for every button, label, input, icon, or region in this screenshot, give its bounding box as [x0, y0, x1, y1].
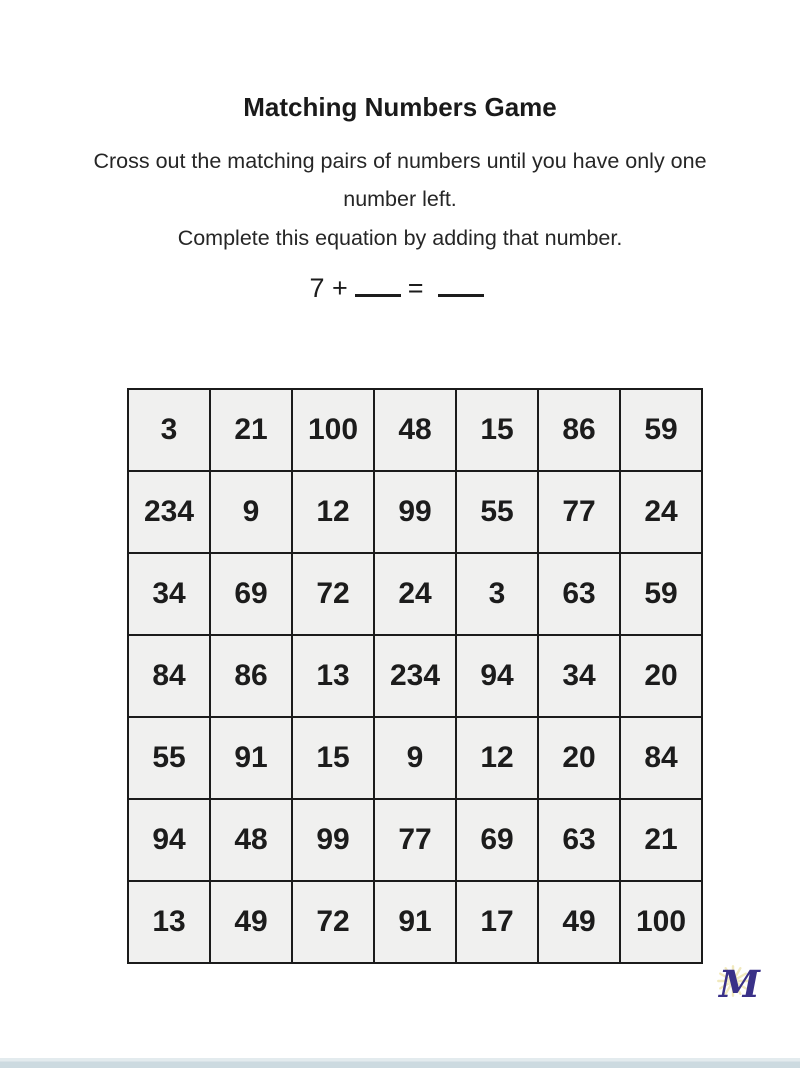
grid-cell[interactable]: 15: [456, 389, 538, 471]
grid-cell[interactable]: 21: [210, 389, 292, 471]
grid-cell[interactable]: 55: [456, 471, 538, 553]
grid-cell[interactable]: 63: [538, 799, 620, 881]
grid-cell[interactable]: 20: [538, 717, 620, 799]
page-title: Matching Numbers Game: [243, 92, 557, 122]
grid-cell[interactable]: 3: [128, 389, 210, 471]
grid-cell[interactable]: 17: [456, 881, 538, 963]
grid-cell[interactable]: 69: [210, 553, 292, 635]
grid-cell[interactable]: 63: [538, 553, 620, 635]
grid-cell[interactable]: 3: [456, 553, 538, 635]
grid-row: [128, 717, 702, 799]
grid-cell[interactable]: 12: [456, 717, 538, 799]
grid-cell[interactable]: 77: [374, 799, 456, 881]
equation-equals-sign: =: [407, 273, 424, 303]
grid-cell[interactable]: 48: [374, 389, 456, 471]
grid-cell[interactable]: 91: [210, 717, 292, 799]
grid-cell[interactable]: 234: [374, 635, 456, 717]
grid-row: [128, 635, 702, 717]
instruction-primary: Cross out the matching pairs of numbers until you have only one number left.: [93, 149, 707, 211]
logo-m-letter: M: [719, 962, 760, 1006]
grid-cell[interactable]: 94: [456, 635, 538, 717]
grid-cell[interactable]: 100: [292, 389, 374, 471]
equation-blank-sum[interactable]: [438, 270, 484, 297]
grid-cell[interactable]: 24: [374, 553, 456, 635]
grid-cell[interactable]: 59: [620, 389, 702, 471]
grid-cell[interactable]: 99: [374, 471, 456, 553]
grid-cell[interactable]: 20: [620, 635, 702, 717]
grid-row: [128, 799, 702, 881]
grid-cell[interactable]: 234: [128, 471, 210, 553]
numbers-grid: [127, 388, 703, 964]
grid-cell[interactable]: 13: [128, 881, 210, 963]
grid-cell[interactable]: 86: [210, 635, 292, 717]
grid-cell[interactable]: 91: [374, 881, 456, 963]
logo: [710, 962, 764, 1016]
equation-lhs: 7 +: [309, 273, 348, 303]
grid-row: [128, 553, 702, 635]
grid-cell[interactable]: 12: [292, 471, 374, 553]
grid-cell[interactable]: 84: [620, 717, 702, 799]
grid-row: [128, 881, 702, 963]
grid-cell[interactable]: 13: [292, 635, 374, 717]
grid-cell[interactable]: 34: [128, 553, 210, 635]
grid-cell[interactable]: 55: [128, 717, 210, 799]
grid-cell[interactable]: 49: [538, 881, 620, 963]
grid-cell[interactable]: 72: [292, 881, 374, 963]
grid-cell[interactable]: 77: [538, 471, 620, 553]
grid-row: [128, 471, 702, 553]
grid-cell[interactable]: 86: [538, 389, 620, 471]
grid-cell[interactable]: 100: [620, 881, 702, 963]
footer-accent-bar: [0, 1058, 800, 1068]
grid-cell[interactable]: 15: [292, 717, 374, 799]
grid-cell[interactable]: 9: [374, 717, 456, 799]
grid-cell[interactable]: 9: [210, 471, 292, 553]
instruction-secondary: Complete this equation by adding that number.: [177, 226, 623, 250]
equation-blank-addend[interactable]: [355, 270, 401, 297]
grid-cell[interactable]: 69: [456, 799, 538, 881]
grid-cell[interactable]: 59: [620, 553, 702, 635]
numbers-grid-body: [128, 389, 702, 963]
grid-cell[interactable]: 84: [128, 635, 210, 717]
grid-row: [128, 389, 702, 471]
equation: [0, 270, 800, 304]
grid-cell[interactable]: 24: [620, 471, 702, 553]
grid-cell[interactable]: 72: [292, 553, 374, 635]
grid-cell[interactable]: 21: [620, 799, 702, 881]
grid-cell[interactable]: 49: [210, 881, 292, 963]
grid-cell[interactable]: 94: [128, 799, 210, 881]
grid-cell[interactable]: 34: [538, 635, 620, 717]
grid-cell[interactable]: 99: [292, 799, 374, 881]
grid-cell[interactable]: 48: [210, 799, 292, 881]
